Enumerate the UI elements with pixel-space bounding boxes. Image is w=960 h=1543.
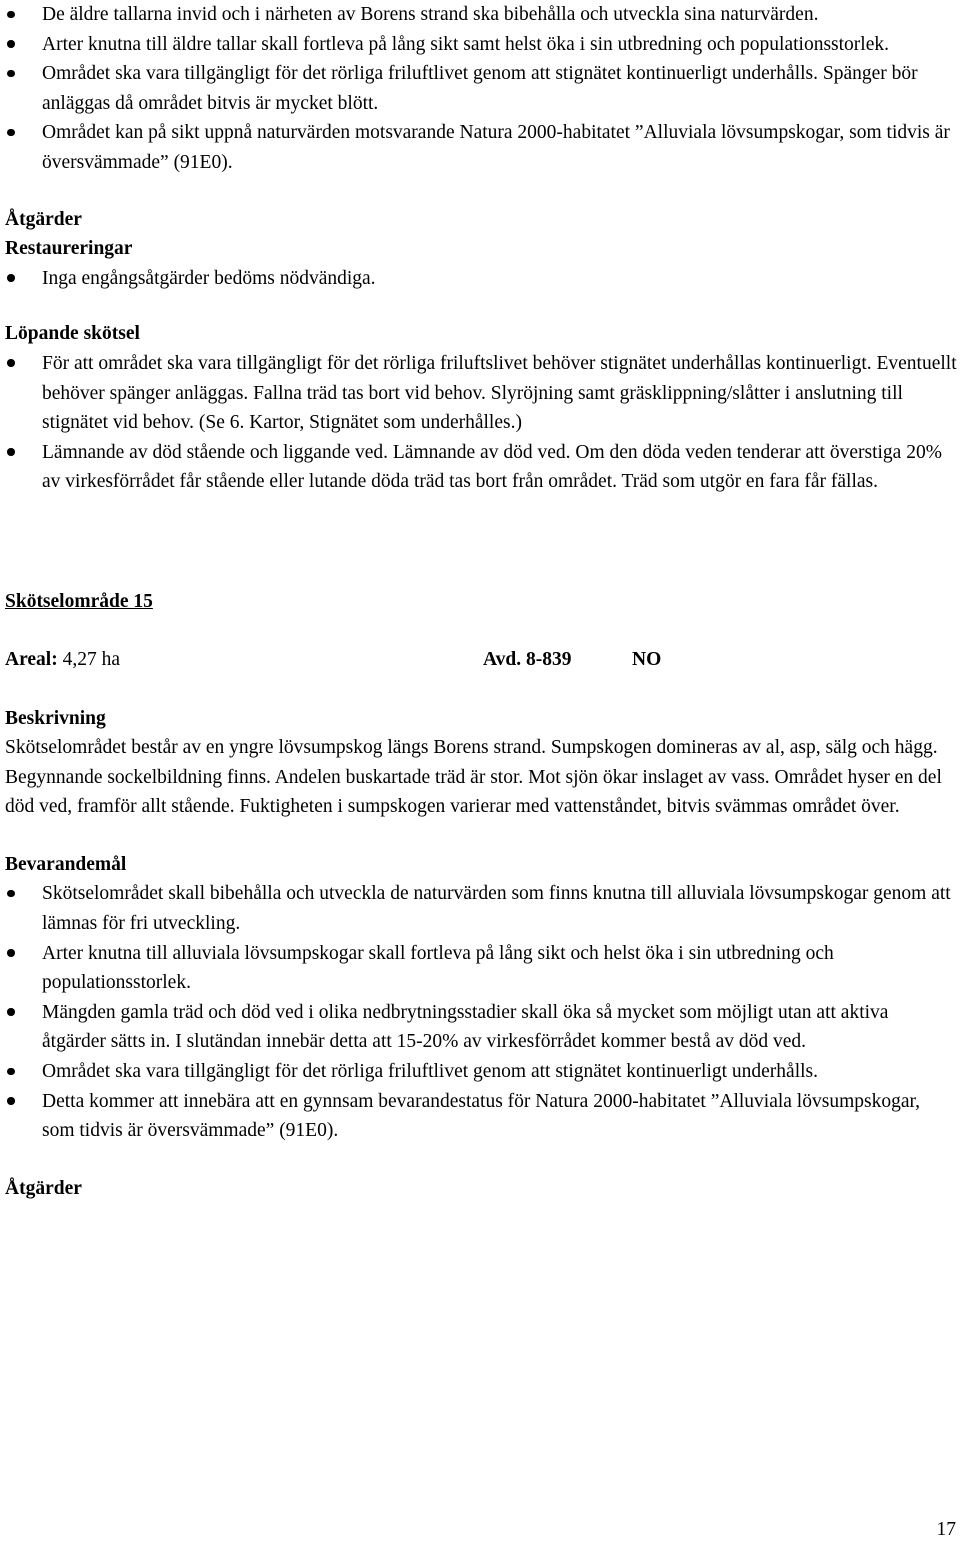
avd-label: Avd. 8-839 (483, 648, 572, 670)
list-item: Området ska vara tillgängligt för det rörliga friluftlivet genom att stignätet kontinuerligt underhålls. Spänger bör anläggas då området bitvis är mycket blött. (5, 59, 957, 118)
list-item: Skötselområdet skall bibehålla och utveckla de naturvärden som finns knutna till alluviala lövsumpskogar genom att lämnas för fri utveckling. (5, 879, 957, 938)
restaureringar-heading: Restaureringar (5, 238, 133, 260)
intro-bullet-list (5, 0, 957, 178)
bevarandemal-heading: Bevarandemål (5, 853, 127, 875)
areal-row (5, 645, 957, 675)
beskrivning-heading: Beskrivning (5, 707, 106, 729)
list-item: Mängden gamla träd och död ved i olika nedbrytningsstadier skall öka så mycket som möjligt utan att aktiva åtgärder sätts in. I slutändan innebär detta att 15-20% av virkesförrådet kommer bestå av död ved. (5, 998, 957, 1057)
list-item: Arter knutna till alluviala lövsumpskogar skall fortleva på lång sikt och helst öka i sin utbredning och populationsstorlek. (5, 939, 957, 998)
atgarder-heading: Åtgärder (5, 208, 82, 230)
list-item: Området ska vara tillgängligt för det rörliga friluftlivet genom att stignätet kontinuerligt underhålls. (5, 1057, 957, 1087)
beskrivning-text: Skötselområdet består av en yngre lövsumpskog längs Borens strand. Sumpskogen domineras av al, asp, sälg och hägg. Begynnande sockelbildning finns. Andelen buskartade träd är stor. Mot sjön ökar inslaget av vass. Området hyser en del död ved, framför allt stående. Fuktigheten i sumpskogen varierar med vattenståndet, bitvis svämmas området över. (5, 737, 942, 818)
list-item: Lämnande av död stående och liggande ved. Lämnande av död ved. Om den döda veden tenderar att överstiga 20% av virkesförrådet får stående eller lutande döda träd tas bort från området. Träd som utgör en fara får fällas. (5, 438, 957, 497)
direction-label: NO (632, 648, 662, 670)
list-item: Inga engångsåtgärder bedöms nödvändiga. (5, 264, 957, 294)
list-item: Området kan på sikt uppnå naturvärden motsvarande Natura 2000-habitatet ”Alluviala lövsumpskogar, som tidvis är översvämmade” (91E0). (5, 118, 957, 177)
list-item: För att området ska vara tillgängligt för det rörliga friluftslivet behöver stignätet underhållas kontinuerligt. Eventuellt behöver spänger anläggas. Fallna träd tas bort vid behov. Slyröjning samt gräsklippning/slåtter i anslutning till stignätet vid behov. (Se 6. Kartor, Stignätet som underhålles.) (5, 349, 957, 438)
document-page (5, 0, 957, 1203)
areal-value: 4,27 ha (62, 648, 120, 670)
list-item: De äldre tallarna invid och i närheten av Borens strand ska bibehålla och utveckla sina naturvärden. (5, 0, 957, 30)
lopande-skotsel-heading: Löpande skötsel (5, 323, 140, 345)
lopande-skotsel-bullet-list (5, 349, 957, 497)
areal-field (5, 645, 120, 675)
atgarder-heading-2: Åtgärder (5, 1177, 82, 1199)
bevarandemal-bullet-list (5, 879, 957, 1145)
list-item: Detta kommer att innebära att en gynnsam bevarandestatus för Natura 2000-habitatet ”Alluviala lövsumpskogar, som tidvis är översvämmade” (91E0). (5, 1087, 957, 1146)
restaureringar-bullet-list (5, 264, 957, 294)
list-item: Arter knutna till äldre tallar skall fortleva på lång sikt samt helst öka i sin utbredning och populationsstorlek. (5, 30, 957, 60)
page-number: 17 (936, 1519, 956, 1540)
areal-label: Areal: (5, 648, 58, 670)
section-title: Skötselområde 15 (5, 590, 153, 612)
